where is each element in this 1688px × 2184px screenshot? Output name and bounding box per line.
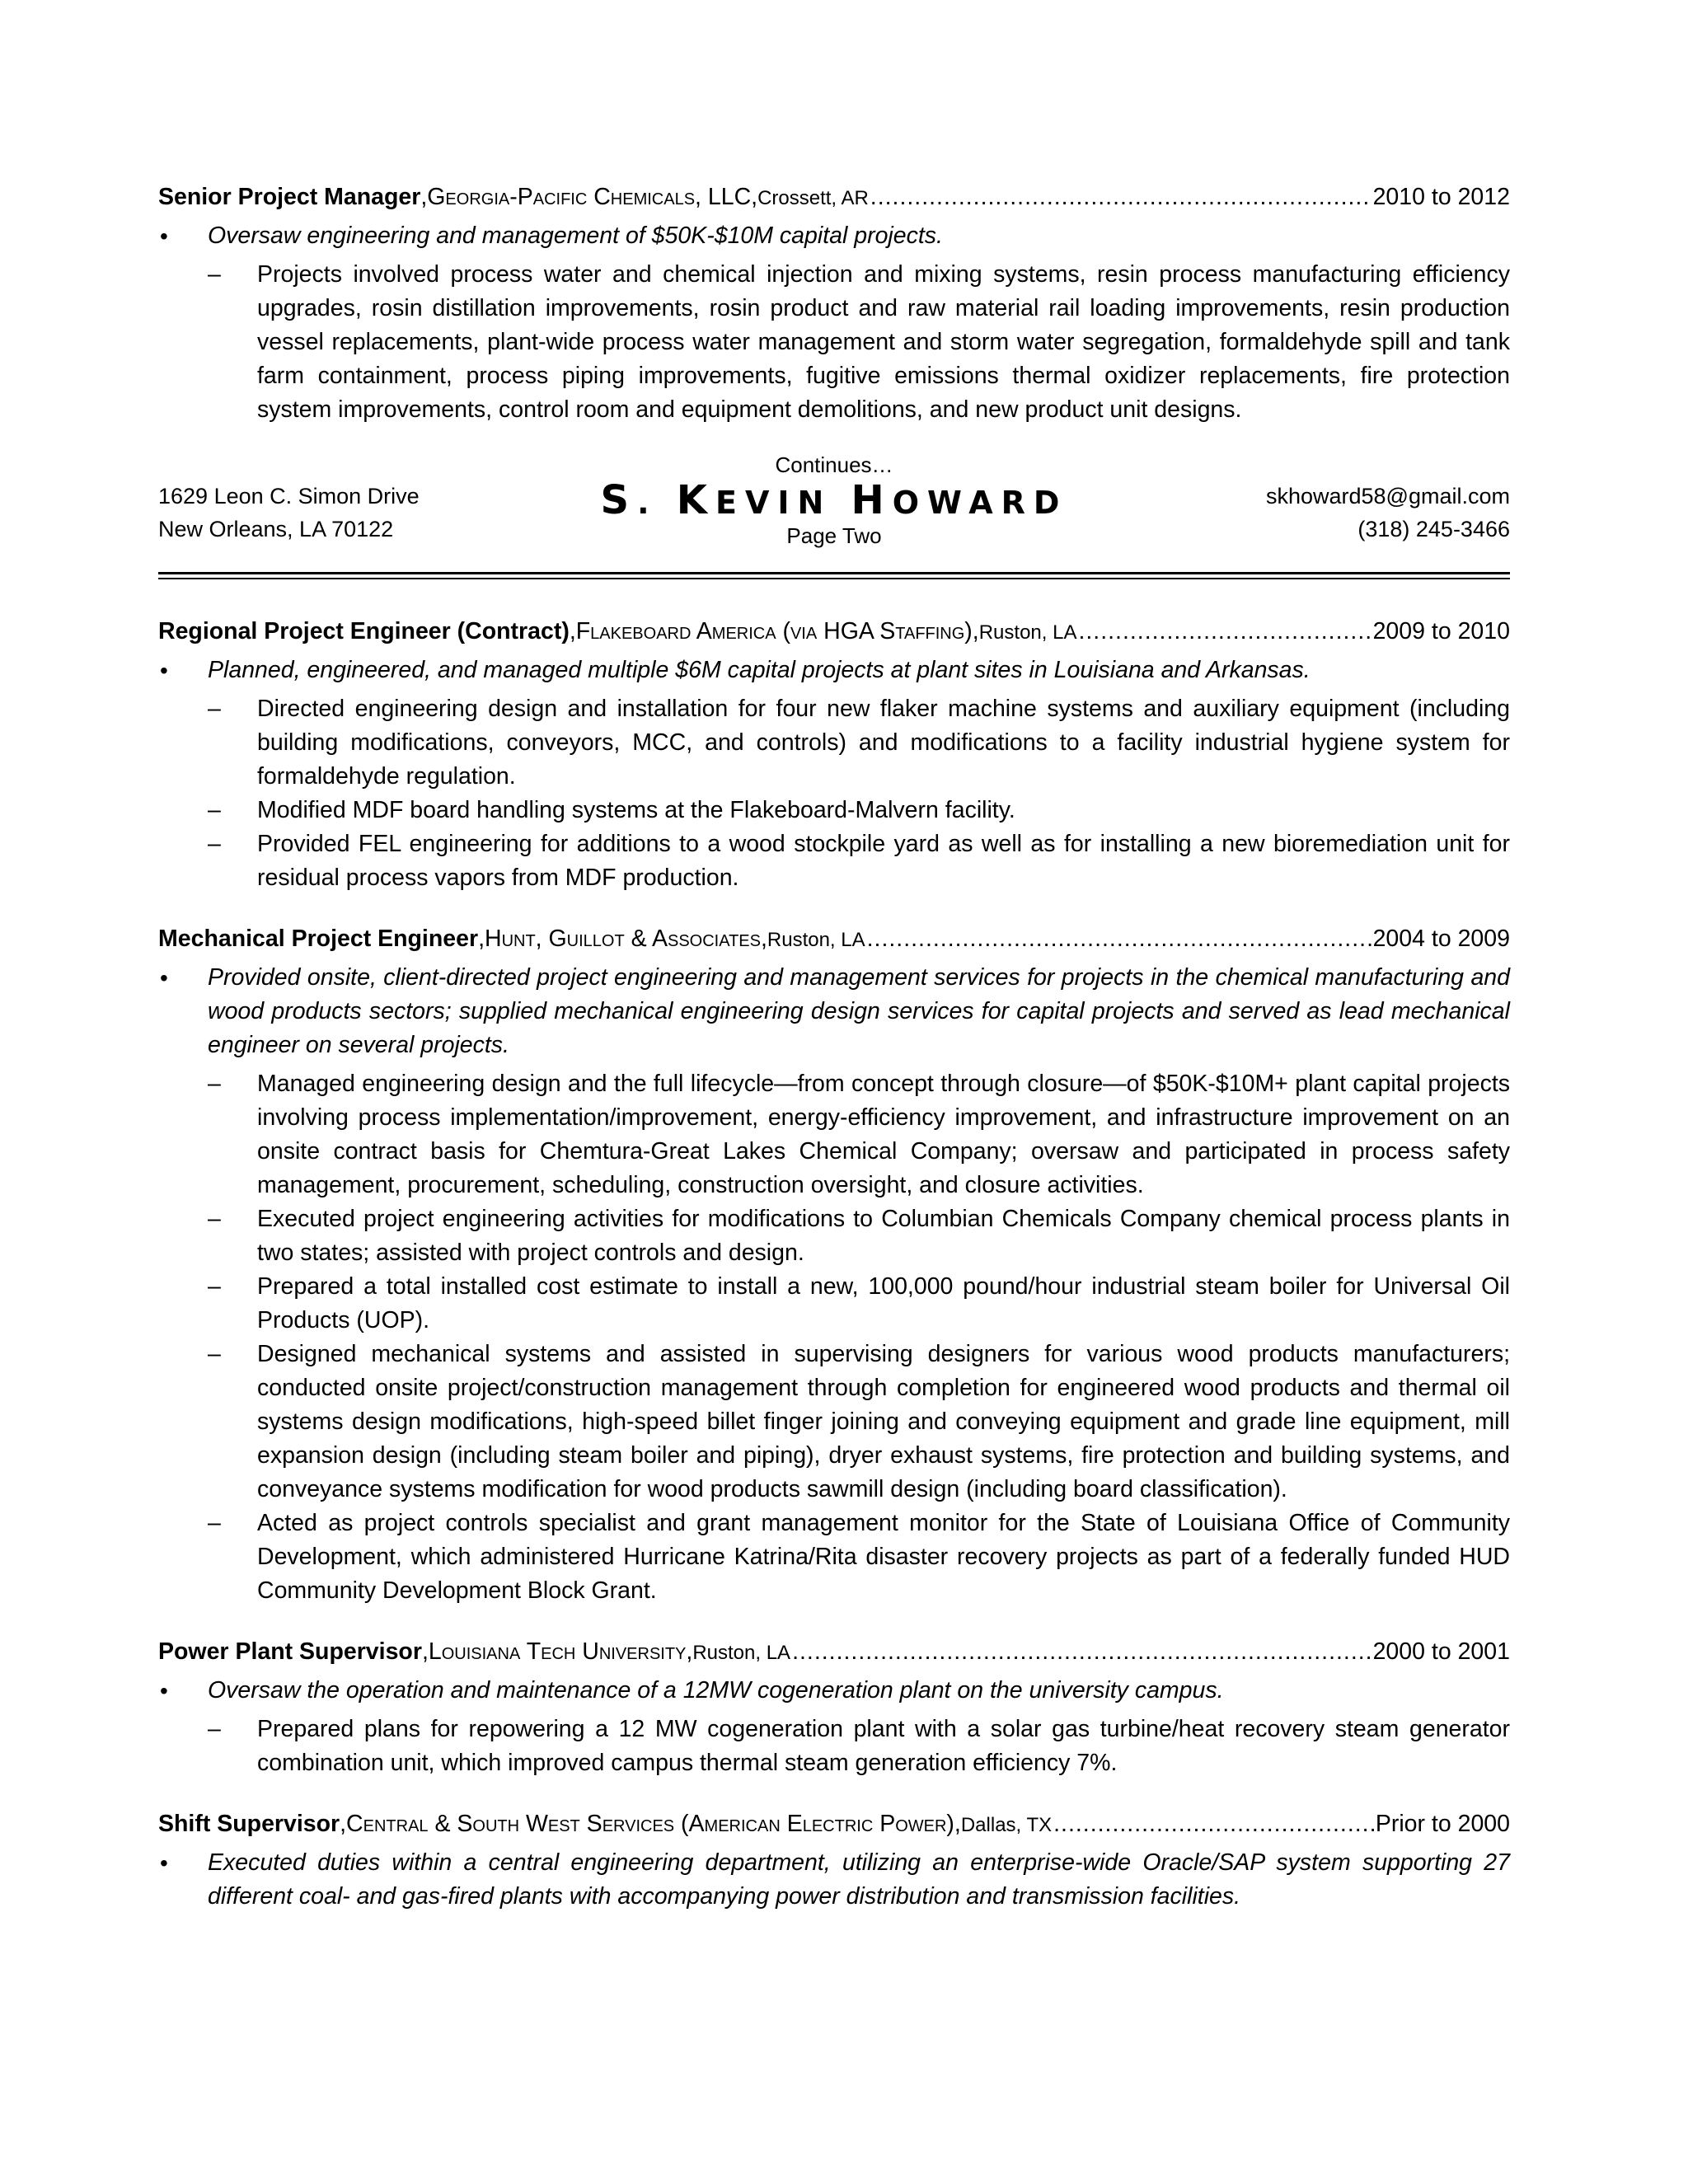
bullet-icon: • xyxy=(160,1678,168,1704)
dot-leader xyxy=(867,923,1372,954)
summary-text: Provided onsite, client-directed project engineering and management services for projects in the chemical manufacturing and wood products sectors; supplied mechanical engineering design services for capital projects and served as lead mechanical engineer on several projects. xyxy=(208,964,1510,1058)
dash-icon: – xyxy=(208,1716,221,1742)
dot-leader xyxy=(870,181,1372,213)
dash-icon: – xyxy=(208,1206,221,1232)
job-dates: Prior to 2000 xyxy=(1375,1811,1510,1837)
bullet-icon: • xyxy=(160,965,168,991)
dash-icon: – xyxy=(208,1273,221,1300)
job-header xyxy=(158,923,1510,956)
summary-text: Executed duties within a central engineering department, utilizing an enterprise-wide Oracle/SAP system supporting 27 different coal- and gas-fired plants with accompanying power distribution and transmission facilities. xyxy=(208,1849,1510,1910)
job-title: Regional Project Engineer (Contract) xyxy=(158,618,570,644)
list-item xyxy=(158,827,1510,895)
detail-text: Managed engineering design and the full lifecycle—from concept through closure—of $50K-$10M+ plant capital projects involving process implementation/improvement, energy-efficiency improvement, and infrastructure improvement on an onsite contract basis for Chemtura-Great Lakes Chemical Company; oversaw and participated in process safety management, procurement, scheduling, construction oversight, and closure activities. xyxy=(257,1071,1510,1198)
job-header xyxy=(158,1808,1510,1841)
job-location: Ruston, LA xyxy=(692,1642,791,1664)
job-dates: 2009 to 2010 xyxy=(1372,618,1510,644)
job-details xyxy=(158,1067,1510,1608)
list-item xyxy=(158,1338,1510,1507)
separator: , xyxy=(420,184,428,210)
person-name: S. KEVIN HOWARD xyxy=(600,477,1068,523)
job-entry xyxy=(158,1636,1510,1780)
address-line: 1629 Leon C. Simon Drive xyxy=(158,484,420,509)
page-number: Page Two xyxy=(786,523,882,548)
separator: , xyxy=(340,1811,347,1837)
detail-text: Designed mechanical systems and assisted in supervising designers for various wood products manufacturers; conducted onsite project/construction management through completion for engineered wood products and thermal oil systems design modifications, high-speed billet finger joining and conveying equipment and grade line equipment, mill expansion design (including steam boiler and piping), dryer exhaust systems, fire protection and building systems, and conveyance systems modification for wood products sawmill design (including board classification). xyxy=(257,1341,1510,1502)
dot-leader xyxy=(1078,616,1371,647)
job-location: Crossett, AR xyxy=(757,187,869,209)
list-item xyxy=(158,692,1510,794)
job-summary xyxy=(158,961,1510,1062)
list-item xyxy=(158,1067,1510,1202)
separator: , xyxy=(760,926,767,952)
detail-text: Acted as project controls specialist and grant management monitor for the State of Louisiana Office of Community Development, which administered Hurricane Katrina/Rita disaster recovery projects as part of a federally funded HUD Community Development Block Grant. xyxy=(257,1510,1510,1604)
summary-text: Oversaw engineering and management of $50K-$10M capital projects. xyxy=(208,223,943,249)
job-title: Power Plant Supervisor xyxy=(158,1638,422,1665)
separator: , xyxy=(972,618,979,644)
job-title: Mechanical Project Engineer xyxy=(158,926,479,952)
job-header xyxy=(158,1636,1510,1669)
list-item xyxy=(158,258,1510,427)
phone: (318) 245-3466 xyxy=(1357,517,1510,541)
job-company: Central & South West Services (American Electric Power) xyxy=(346,1811,954,1837)
bullet-icon: • xyxy=(160,1850,168,1876)
job-company: Hunt, Guillot & Associates xyxy=(484,926,761,952)
job-title: Senior Project Manager xyxy=(158,184,421,210)
summary-text: Oversaw the operation and maintenance of a 12MW cogeneration plant on the university campus. xyxy=(208,1677,1224,1704)
job-entry xyxy=(158,1808,1510,1914)
continues-label: Continues… xyxy=(775,452,893,477)
dot-leader xyxy=(1053,1808,1374,1840)
job-header xyxy=(158,616,1510,649)
job-company: Flakeboard America (via HGA Staffing) xyxy=(575,618,973,644)
bullet-icon: • xyxy=(160,223,168,249)
dash-icon: – xyxy=(208,696,221,722)
summary-text: Planned, engineered, and managed multiple $6M capital projects at plant sites in Louisiana and Arkansas. xyxy=(208,657,1311,683)
separator: , xyxy=(751,184,758,210)
job-dates: 2004 to 2009 xyxy=(1372,926,1510,952)
detail-text: Executed project engineering activities for modifications to Columbian Chemicals Company chemical process plants in two states; assisted with project controls and design. xyxy=(257,1206,1510,1266)
separator: , xyxy=(478,926,485,952)
contact xyxy=(1266,480,1510,546)
dash-icon: – xyxy=(208,1510,221,1536)
job-summary xyxy=(158,654,1510,687)
job-header xyxy=(158,181,1510,214)
list-item xyxy=(158,1270,1510,1338)
separator: , xyxy=(569,618,576,644)
job-summary xyxy=(158,1846,1510,1914)
detail-text: Prepared plans for repowering a 12 MW cogeneration plant with a solar gas turbine/heat recovery steam generator combination unit, which improved campus thermal steam generation efficiency 7%. xyxy=(257,1716,1510,1776)
address-line: New Orleans, LA 70122 xyxy=(158,517,394,541)
list-item xyxy=(158,1507,1510,1608)
job-location: Ruston, LA xyxy=(767,929,865,951)
list-item xyxy=(158,1713,1510,1780)
job-entry xyxy=(158,923,1510,1608)
job-details xyxy=(158,1713,1510,1780)
bullet-icon: • xyxy=(160,658,168,683)
job-entry xyxy=(158,181,1510,427)
dot-leader xyxy=(792,1636,1372,1667)
divider xyxy=(158,572,1510,574)
job-location: Ruston, LA xyxy=(978,621,1077,644)
job-details xyxy=(158,258,1510,427)
detail-text: Projects involved process water and chemical injection and mixing systems, resin process manufacturing efficiency upgrades, rosin distillation improvements, rosin product and raw material rail loading improvements, resin production vessel replacements, plant-wide process water management and storm water segregation, formaldehyde spill and tank farm containment, process piping improvements, fugitive emissions thermal oxidizer replacements, fire protection system improvements, control room and equipment demolitions, and new product unit designs. xyxy=(257,261,1510,423)
separator: , xyxy=(686,1638,693,1665)
detail-text: Modified MDF board handling systems at the Flakeboard-Malvern facility. xyxy=(257,797,1015,823)
list-item xyxy=(158,1202,1510,1270)
job-summary xyxy=(158,219,1510,253)
job-location: Dallas, TX xyxy=(960,1814,1053,1836)
dash-icon: – xyxy=(208,797,221,823)
job-dates: 2000 to 2001 xyxy=(1372,1638,1510,1665)
separator: , xyxy=(954,1811,961,1837)
dash-icon: – xyxy=(208,1341,221,1367)
dash-icon: – xyxy=(208,1071,221,1097)
job-summary xyxy=(158,1674,1510,1708)
page-header xyxy=(158,448,1510,572)
job-company: Louisiana Tech University xyxy=(428,1638,687,1665)
job-dates: 2010 to 2012 xyxy=(1372,184,1510,210)
detail-text: Prepared a total installed cost estimate to install a new, 100,000 pound/hour industrial steam boiler for Universal Oil Products (UOP). xyxy=(257,1273,1510,1333)
detail-text: Provided FEL engineering for additions to a wood stockpile yard as well as for installing a new bioremediation unit for residual process vapors from MDF production. xyxy=(257,831,1510,891)
job-details xyxy=(158,692,1510,895)
email: skhoward58@gmail.com xyxy=(1265,484,1510,509)
job-company: Georgia-Pacific Chemicals, LLC xyxy=(427,184,752,210)
job-title: Shift Supervisor xyxy=(158,1811,340,1837)
resume-page xyxy=(158,181,1510,1914)
dash-icon: – xyxy=(208,831,221,857)
job-entry xyxy=(158,616,1510,895)
dash-icon: – xyxy=(208,261,221,288)
address xyxy=(158,480,420,546)
list-item xyxy=(158,794,1510,827)
separator: , xyxy=(421,1638,429,1665)
detail-text: Directed engineering design and installation for four new flaker machine systems and auxiliary equipment (including building modifications, conveyors, MCC, and controls) and modifications to a facility industrial hygiene system for formaldehyde regulation. xyxy=(257,696,1510,790)
